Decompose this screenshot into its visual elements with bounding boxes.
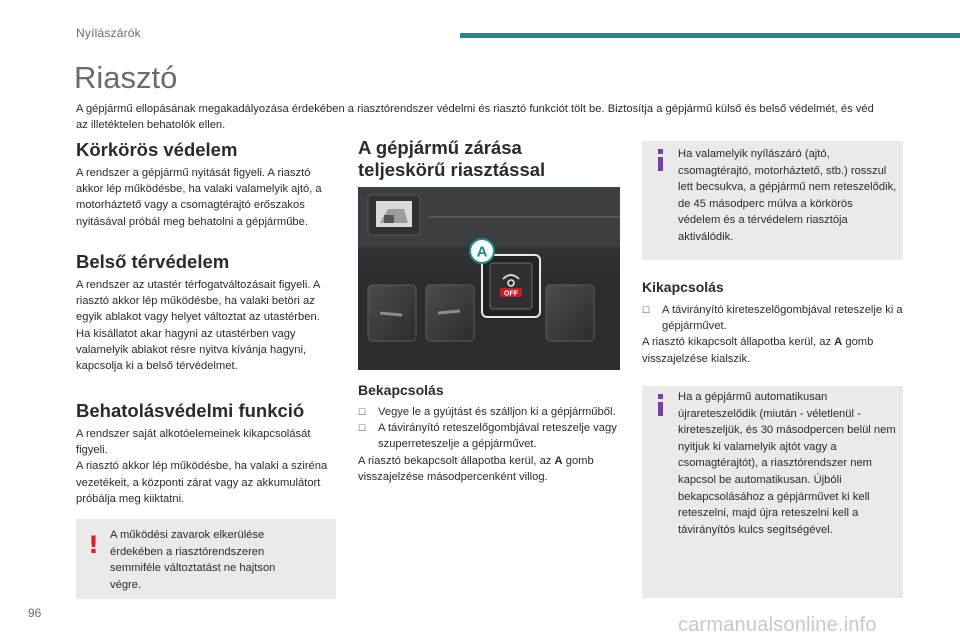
- activation-step-2: A távirányító reteszelőgombjával reteszelje vagy szuperreteszelje a gépjárművet.: [378, 422, 617, 451]
- info-box-2: [642, 386, 903, 598]
- info-box-1: [642, 141, 903, 260]
- callout-label-a: A: [476, 243, 488, 261]
- intrusion-text-block: [76, 426, 340, 507]
- page-number: 96: [28, 606, 42, 620]
- activation-result: A riasztó bekapcsolt állapotba kerül, az A gomb visszajelzése másodpercenként villog.: [358, 454, 594, 483]
- bullet-icon: ☐: [642, 305, 651, 315]
- header-accent-bar: [460, 33, 960, 38]
- watermark: carmanualsonline.info: [678, 614, 877, 636]
- heading-interior: Belső térvédelem: [76, 251, 230, 272]
- heading-deactivation: Kikapcsolás: [642, 279, 724, 295]
- page-title: Riasztó: [74, 60, 178, 95]
- info-1-text: Ha valamelyik nyílászáró (ajtó, csomagtérajtó, motorháztető, stb.) rosszul lett becsukva, a gépjármű nem reteszelődik, de 45 másodperc múlva a körkörös védelem és a térvédelem riasztója aktiválódik.: [678, 148, 897, 243]
- deactivation-result: A riasztó kikapcsolt állapotba kerül, az A gomb visszajelzése kialszik.: [642, 336, 874, 365]
- heading-perimeter: Körkörös védelem: [76, 139, 238, 160]
- warning-icon: !: [88, 531, 99, 559]
- deactivation-block: [642, 302, 908, 367]
- perimeter-text: A rendszer a gépjármű nyitását figyeli. A riasztó akkor lép működésbe, ha valaki valamelyik ajtó, a motorháztető vagy a csomagtérajtó erőszakos nyitásával próbál meg behatolni a gépjárműbe.: [76, 167, 322, 228]
- heading-intrusion: Behatolásvédelmi funkció: [76, 400, 305, 421]
- warning-text: A működési zavarok elkerülése érdekében a riasztórendszeren semmiféle változtatást ne hajtson végre.: [110, 529, 276, 591]
- bullet-icon: ☐: [358, 407, 367, 417]
- off-label: OFF: [504, 290, 518, 298]
- interior-text-1: A rendszer az utastér térfogatváltozásait figyeli. A riasztó akkor lép működésbe, ha valaki betöri az egyik ablakot vagy helyet változtat az utastérben.: [76, 279, 320, 324]
- interior-text-2: Ha kisállatot akar hagyni az utastérben vagy valamelyik ablakot résre nyitva kívánja hagyni, kapcsolja ki a belső térvédelmet.: [76, 327, 307, 373]
- info-2-text: Ha a gépjármű automatikusan újrareteszelődik (miután - véletlenül - kireteszeljük, és 30 másodpercen belül nem nyitjuk ki valamelyik ajtót vagy a csomagtérajtót), a riasztórendszer nem kapcsol be automatikusan. Újbóli bekapcsolásához a gépjárművet ki kell reteszelni, majd újra reteszelni kell a távirányítós kulcs segítségével.: [678, 391, 896, 536]
- list-item: [358, 420, 620, 452]
- deactivation-step-1: A távirányító kireteszelőgombjával reteszelje ki a gépjárművet.: [662, 304, 903, 333]
- intro-text: A gépjármű ellopásának megakadályozása érdekében a riasztórendszer védelmi és riasztó funkciót tölt be. Biztosítja a gépjármű külső és belső védelmét, és véd az illetéktelen behatolók ellen.: [76, 103, 874, 131]
- intrusion-text-2: A riasztó akkor lép működésbe, ha valaki a szirénа vezetékeit, a központi zárat vagy az akkumulátort próbálja meg kiiktatni.: [76, 460, 328, 505]
- heading-locking-line1: A gépjármű zárása: [358, 137, 522, 158]
- warning-box: [76, 519, 336, 599]
- heading-locking: [358, 137, 545, 181]
- activation-step-1: Vegye le a gyújtást és szálljon ki a gépjárműből.: [378, 406, 616, 418]
- list-item: [358, 404, 620, 420]
- list-item: [642, 302, 908, 334]
- info-icon: [658, 394, 663, 416]
- intrusion-text-1: A rendszer saját alkotóelemeinek kikapcsolását figyeli.: [76, 428, 311, 457]
- activation-block: [358, 404, 620, 485]
- heading-locking-line2: teljeskörű riasztással: [358, 159, 546, 180]
- dashboard-illustration: [358, 187, 620, 370]
- info-icon: [658, 149, 663, 171]
- interior-text-block: [76, 277, 342, 374]
- bullet-icon: ☐: [358, 423, 367, 434]
- heading-activation: Bekapcsolás: [358, 382, 444, 398]
- section-label: Nyílászárók: [76, 26, 141, 40]
- alarm-button-figure: [358, 187, 620, 370]
